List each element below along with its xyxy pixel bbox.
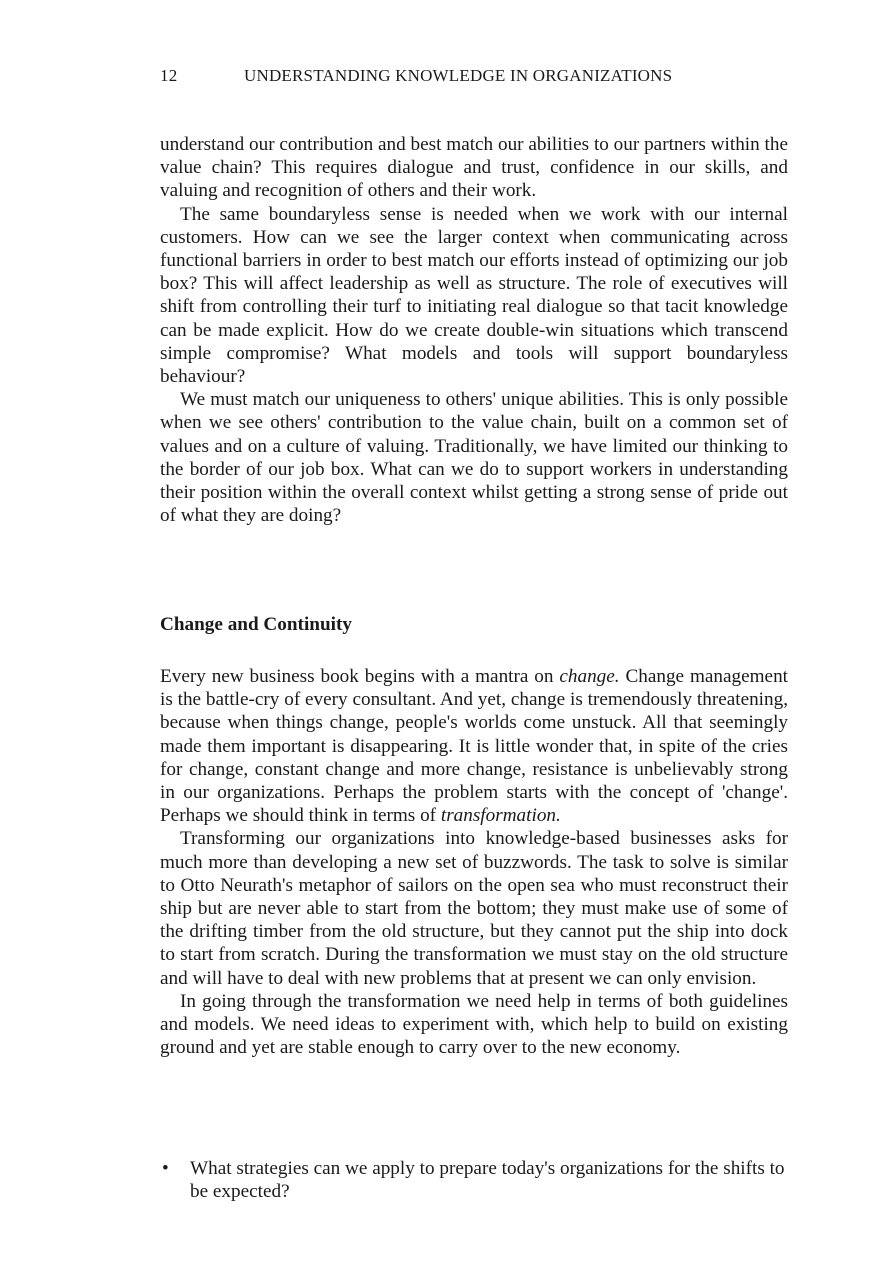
paragraph-continued: understand our contribution and best match our abilities to our partners within the value chain? This requires dialogue and trust, confidence in our skills, and valuing and recognition of others and their work. <box>160 134 788 202</box>
bullet-dot: • <box>162 1158 169 1179</box>
bullet-item-text: What strategies can we apply to prepare today's organizations for the shifts to be expected? <box>190 1158 785 1203</box>
paragraph-uniqueness: We must match our uniqueness to others' unique abilities. This is only possible when we see others' contribution to the value chain, built on a common set of values and on a culture of valuing. Traditionally, we have limited our thinking to the border of our job box. What can we do to support workers in understanding their position within the overall context whilst getting a strong sense of pride out of what they are doing? <box>160 389 788 527</box>
paragraph-change-part-1: Every new business book begins with a mantra on <box>160 666 560 687</box>
bullet-item <box>160 1157 788 1203</box>
running-head <box>160 64 790 88</box>
intro-text-block <box>160 133 788 527</box>
paragraph-guidelines: In going through the transformation we need help in terms of both guidelines and models. We need ideas to experiment with, which help to build on existing ground and yet are stable enough to carry over to the new economy. <box>160 990 788 1059</box>
paragraph-transforming: Transforming our organizations into knowledge-based businesses asks for much more than developing a new set of buzzwords. The task to solve is similar to Otto Neurath's metaphor of sailors on the open sea who must reconstruct their ship but are never able to start from the bottom; they must make use of some of the drifting timber from the old structure, but they cannot put the ship into dock to start from scratch. During the transformation we must stay on the old structure and will have to deal with new problems that at present we can only envision. <box>160 828 788 989</box>
paragraph-boundaryless: The same boundaryless sense is needed when we work with our internal customers. How can we see the larger context when communicating across functional barriers in order to best match our efforts instead of optimizing our job box? This will affect leadership as well as structure. The role of executives will shift from controlling their turf to initiating real dialogue so that tacit knowledge can be made explicit. How do we create double-win situations which transcend simple compromise? What models and tools will support boundaryless behaviour? <box>160 203 788 388</box>
section-heading: Change and Continuity <box>160 614 352 635</box>
paragraph-change <box>160 665 788 827</box>
emphasis-transformation: transformation. <box>440 805 561 827</box>
paragraph-change-part-2: Change management is the battle-cry of every consultant. And yet, change is tremendously threatening, because when things change, people's worlds come unstuck. All that seemingly made them important is disappearing. It is little wonder that, in spite of the cries for change, constant change and more change, resistance is unbelievably strong in our organizations. Perhaps the problem starts with the concept of 'change'. Perhaps we should think in terms of <box>160 666 788 827</box>
bullet-list <box>160 1157 788 1203</box>
section-text-block <box>160 665 788 1059</box>
emphasis-change: change. <box>559 666 620 687</box>
page-number: 12 <box>160 66 178 85</box>
running-title: UNDERSTANDING KNOWLEDGE IN ORGANIZATIONS <box>244 66 673 85</box>
